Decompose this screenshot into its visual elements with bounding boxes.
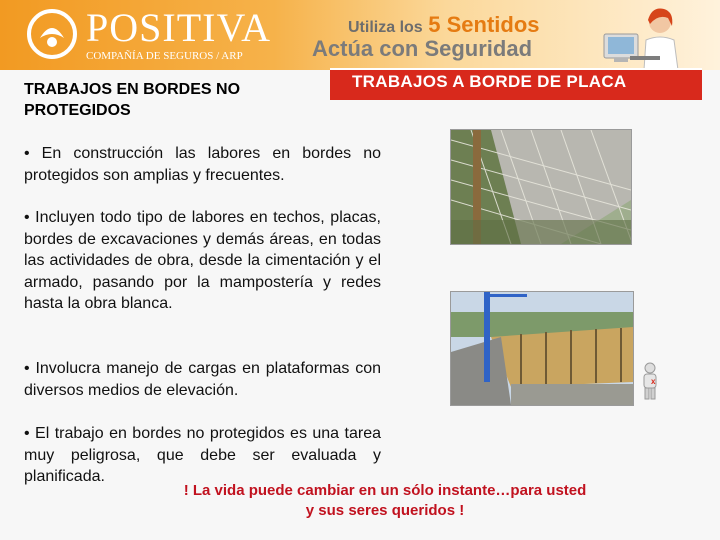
- brand-name: POSITIVA: [86, 5, 272, 50]
- right-title: TRABAJOS A BORDE DE PLACA: [352, 72, 627, 91]
- header-banner: [0, 0, 720, 70]
- slogan-prefix: Utiliza los: [348, 19, 423, 36]
- slogan-line-2: Actúa con Seguridad: [312, 36, 533, 61]
- svg-text:x: x: [651, 377, 656, 386]
- bullet-4: • El trabajo en bordes no protegidos es una tarea muy peligrosa, que debe ser evaluada y planificada.: [24, 425, 381, 485]
- bullet-3: • Involucra manejo de cargas en plataformas con diversos medios de elevación.: [24, 360, 381, 399]
- sun-shield-icon: [26, 8, 78, 60]
- slogan-line-1: [348, 12, 540, 38]
- footer-line-2: y sus seres queridos !: [305, 502, 465, 519]
- bullet-1: • En construcción las labores en bordes no protegidos son amplias y frecuentes.: [24, 145, 381, 184]
- footer-message: [160, 481, 610, 521]
- slab-edge-photo: [450, 291, 634, 406]
- office-worker-icon: [600, 4, 690, 70]
- left-title: TRABAJOS EN BORDES NO PROTEGIDOS: [24, 81, 241, 119]
- warning-figure-icon: [638, 362, 662, 400]
- edge-net-photo: [450, 129, 632, 245]
- bullet-2: • Incluyen todo tipo de labores en techos, placas, bordes de excavaciones y demás áreas, en todas las actividades de obra, desde la cimentación y el armado, pasando por la mampostería y redes hasta la obra blanca.: [24, 209, 381, 312]
- brand-subtitle: COMPAÑÍA DE SEGUROS / ARP: [86, 50, 243, 62]
- slogan-highlight: 5 Sentidos: [428, 12, 540, 37]
- footer-line-1: ! La vida puede cambiar en un sólo instante…para usted: [183, 482, 587, 499]
